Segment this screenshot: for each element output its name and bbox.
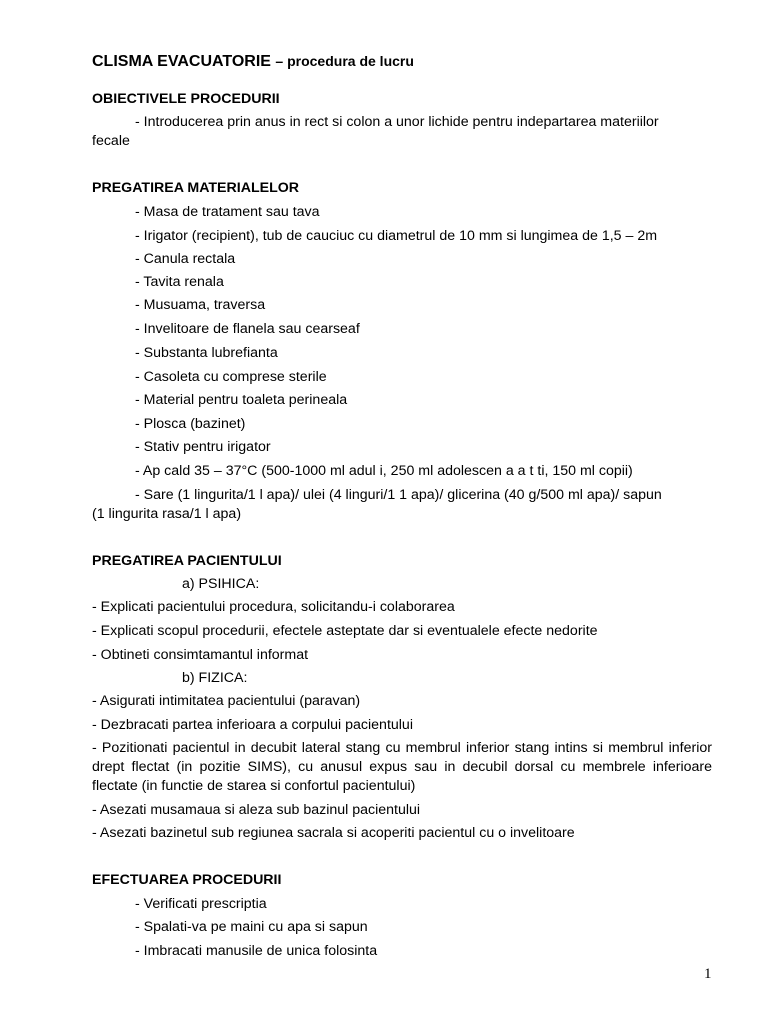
title-main: CLISMA EVACUATORIE [92,53,271,70]
list-item: - Sare (1 lingurita/1 l apa)/ ulei (4 linguri/1 1 apa)/ glicerina (40 g/500 ml apa)/ sapun [135,487,662,503]
section-heading-patient: PREGATIREA PACIENTULUI [92,553,282,569]
section-heading-materials: PREGATIREA MATERIALELOR [92,180,300,196]
list-item: - Asezati bazinetul sub regiunea sacrala si acoperiti pacientul cu o invelitoare [92,825,575,841]
list-item: - Plosca (bazinet) [135,416,246,432]
list-item: - Ap cald 35 – 37°C (500-1000 ml adul i, 250 ml adolescen a a t ti, 150 ml copii) [135,463,633,479]
list-item: - Irigator (recipient), tub de cauciuc cu diametrul de 10 mm si lungimea de 1,5 – 2m [135,228,658,244]
list-item: - Verificati prescriptia [135,896,267,912]
list-item-continued: (1 lingurita rasa/1 l apa) [92,506,242,522]
section-heading-objectives: OBIECTIVELE PROCEDURII [92,91,280,107]
objectives-text: - Introducerea prin anus in rect si colon a unor lichide pentru indepartarea materiilor [135,114,659,130]
list-item: - Asezati musamaua si aleza sub bazinul pacientului [92,802,421,818]
list-item: - Imbracati manusile de unica folosinta [135,943,378,959]
list-item: - Obtineti consimtamantul informat [92,647,309,663]
objectives-text-continued: fecale [92,133,130,149]
section-heading-execution: EFECTUAREA PROCEDURII [92,872,282,888]
list-item: - Explicati pacientului procedura, solicitandu-i colaborarea [92,599,455,615]
list-item: - Canula rectala [135,251,236,267]
page-number: 1 [704,966,712,982]
list-item: - Invelitoare de flanela sau cearseaf [135,321,360,337]
list-item: - Asigurati intimitatea pacientului (paravan) [92,693,361,709]
list-item: - Masa de tratament sau tava [135,204,320,220]
list-item: - Dezbracati partea inferioara a corpului pacientului [92,717,413,733]
subsection-label-psihica: a) PSIHICA: [182,576,260,592]
document-title [92,53,414,70]
list-item: - Spalati-va pe maini cu apa si sapun [135,919,368,935]
title-subtitle: – procedura de lucru [275,53,414,69]
list-item: - Material pentru toaleta perineala [135,392,348,408]
position-paragraph: - Pozitionati pacientul in decubit lateral stang cu membrul inferior stang intins si membrul inferior drept flectat (in pozitie SIMS), cu anusul expus sau in decubil dorsal cu membrele inferioare flectate (in functie de starea si confortul pacientului) [92,740,712,794]
subsection-label-fizica: b) FIZICA: [182,670,248,686]
list-item: - Explicati scopul procedurii, efectele asteptate dar si eventualele efecte nedorite [92,623,598,639]
list-item: - Tavita renala [135,274,224,290]
list-item: - Stativ pentru irigator [135,439,271,455]
list-item: - Musuama, traversa [135,297,266,313]
list-item: - Casoleta cu comprese sterile [135,369,327,385]
list-item: - Substanta lubrefianta [135,345,278,361]
